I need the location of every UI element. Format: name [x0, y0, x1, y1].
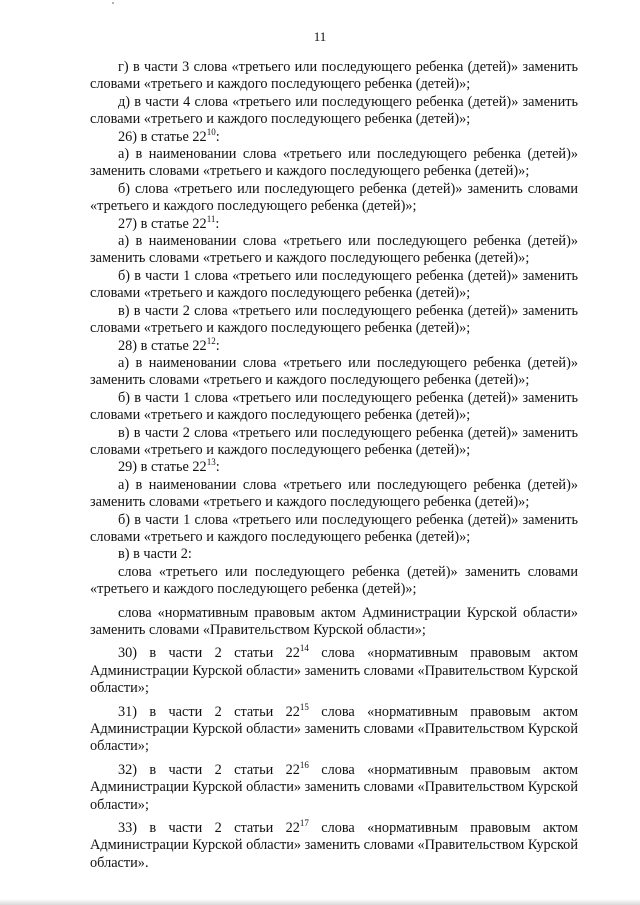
article-superscript: 11	[206, 213, 216, 224]
paragraph-text: 28) в статье 22	[118, 337, 207, 354]
article-superscript: 16	[299, 759, 309, 770]
paragraph	[90, 459, 578, 476]
article-superscript: 17	[299, 818, 309, 829]
paragraph	[90, 268, 578, 303]
paragraph	[90, 477, 578, 512]
article-superscript: 13	[206, 457, 216, 468]
paragraph	[90, 126, 578, 146]
paragraph	[90, 233, 578, 268]
document-body	[90, 59, 578, 872]
paragraph	[90, 335, 578, 355]
article-superscript: 10	[206, 126, 216, 137]
paragraph	[90, 546, 578, 563]
paragraph-text-continued: :	[215, 215, 220, 232]
paragraph-text: 31) в части 2 статьи 22	[118, 703, 300, 720]
paragraph-text-continued: слова «нормативным правовым актом Администрации Курской области» заменить словами «Правительством Курской области»;	[90, 761, 578, 813]
paragraph-text: а) в наименовании слова «третьего или последующего ребенка (детей)» заменить словами «третьего и каждого последующего ребенка (детей)»;	[90, 476, 578, 511]
paragraph-text: 30) в части 2 статьи 22	[118, 645, 300, 662]
paragraph-text-continued: слова «нормативным правовым актом Администрации Курской области» заменить словами «Правительством Курской области»;	[90, 645, 578, 697]
paragraph-text-continued: :	[215, 337, 220, 354]
paragraph-text-continued: слова «нормативным правовым актом Администрации Курской области» заменить словами «Правительством Курской области»;	[90, 703, 578, 755]
paragraph-text: в) в части 2 слова «третьего или последующего ребенка (детей)» заменить словами «третьего и каждого последующего ребенка (детей)»;	[90, 302, 578, 337]
paragraph-text: 27) в статье 22	[118, 215, 207, 232]
paragraph	[90, 759, 578, 814]
paragraph	[90, 820, 578, 872]
paragraph-text: б) в части 1 слова «третьего или последующего ребенка (детей)» заменить словами «третьего и каждого последующего ребенка (детей)»;	[90, 511, 578, 545]
paragraph-text: слова «нормативным правовым актом Администрации Курской области» заменить словами «Правительством Курской области»;	[90, 604, 578, 638]
paragraph	[90, 605, 578, 640]
page-number: 11	[313, 29, 327, 44]
paragraph-text: 26) в статье 22	[118, 128, 207, 145]
paragraph-text: б) в части 1 слова «третьего или последующего ребенка (детей)» заменить словами «третьего и каждого последующего ребенка (детей)»;	[90, 389, 578, 424]
paragraph	[90, 59, 578, 94]
paragraph	[90, 645, 578, 697]
paragraph	[90, 512, 578, 547]
paragraph	[90, 94, 578, 129]
paragraph-text: д) в части 4 слова «третьего или последующего ребенка (детей)» заменить словами «третьего и каждого последующего ребенка (детей)»;	[90, 93, 578, 128]
paragraph-text: а) в наименовании слова «третьего или последующего ребенка (детей)» заменить словами «третьего и каждого последующего ребенка (детей)»;	[90, 233, 578, 267]
page-bottom-edge	[0, 899, 640, 905]
paragraph-text: 29) в статье 22	[118, 459, 207, 476]
paragraph-text: г) в части 3 слова «третьего или последующего ребенка (детей)» заменить словами «третьего и каждого последующего ребенка (детей)»;	[90, 59, 578, 93]
paragraph	[90, 303, 578, 338]
scan-artifact-dot	[112, 2, 114, 4]
paragraph-text: б) слова «третьего или последующего ребенка (детей)» заменить словами «третьего и каждого последующего ребенка (детей)»;	[90, 180, 578, 215]
article-superscript: 14	[299, 643, 309, 654]
article-superscript: 15	[299, 701, 309, 712]
paragraph-text: 32) в части 2 статьи 22	[118, 761, 300, 778]
article-superscript: 12	[206, 335, 216, 346]
paragraph	[90, 213, 578, 233]
paragraph-text: слова «третьего или последующего ребенка (детей)» заменить словами «третьего и каждого последующего ребенка (детей)»;	[90, 563, 578, 598]
paragraph-text: в) в части 2 слова «третьего или последующего ребенка (детей)» заменить словами «третьего и каждого последующего ребенка (детей)»;	[90, 424, 578, 458]
paragraph	[90, 701, 578, 756]
paragraph	[90, 355, 578, 390]
paragraph	[90, 425, 578, 460]
paragraph-text: б) в части 1 слова «третьего или последующего ребенка (детей)» заменить словами «третьего и каждого последующего ребенка (детей)»;	[90, 267, 578, 302]
paragraph-text-continued: :	[215, 459, 220, 476]
paragraph-text: в) в части 2:	[118, 546, 192, 563]
paragraph	[90, 390, 578, 425]
paragraph-text-continued: :	[215, 128, 220, 145]
paragraph-text: а) в наименовании слова «третьего или последующего ребенка (детей)» заменить словами «третьего и каждого последующего ребенка (детей)»;	[90, 146, 578, 180]
paragraph-text-continued: слова «нормативным правовым актом Администрации Курской области» заменить словами «Правительством Курской области».	[90, 820, 578, 871]
paragraph	[90, 181, 578, 216]
paragraph	[90, 146, 578, 181]
paragraph-text: 33) в части 2 статьи 22	[118, 820, 300, 837]
paragraph	[90, 564, 578, 599]
paragraph-text: а) в наименовании слова «третьего или последующего ребенка (детей)» заменить словами «третьего и каждого последующего ребенка (детей)»;	[90, 354, 578, 389]
